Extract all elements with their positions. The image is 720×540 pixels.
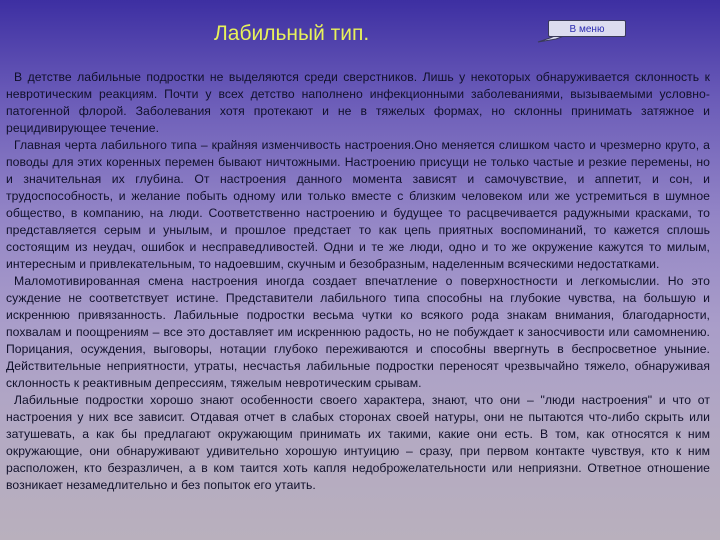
- slide-title: Лабильный тип.: [214, 22, 370, 45]
- paragraph-childhood: В детстве лабильные подростки не выделяются среди сверстников. Лишь у некоторых обнаруживается склонность к невротическим реакциям. Почти у всех детство наполнено инфекционными заболеваниями, вызываемыми условно-патогенной флорой. Заболевания хотя протекают и не в тяжелых формах, но склонны принимать затяжное и рецидивирующее течение.: [6, 70, 710, 135]
- paragraph-mood-variability: Главная черта лабильного типа – крайняя изменчивость настроения.Оно меняется слишком часто и чрезмерно круто, а поводы для этих коренных перемен бывают ничтожными. Настроению присущи не только частые и резкие перемены, но и значительная их глубина. От настроения данного момента зависят и самочувствие, и аппетит, и сон, и трудоспособность, и желание побыть одному или только вместе с близким человеком или же устремиться в шумное общество, в компанию, на люди. Соответственно настроению и будущее то расцвечивается радужными красками, то представляется серым и унылым, и прошлое предстает то как цепь приятных воспоминаний, то кажется сплошь состоящим из неудач, ошибок и несправедливостей. Одни и те же люди, одно и то же окружение кажутся то милым, интересным и привлекательным, то надоевшим, скучным и безобразным, наделенным всяческими недостатками.: [6, 138, 710, 271]
- paragraph-deep-feelings: Маломотивированная смена настроения иногда создает впечатление о поверхностности и легкомыслии. Но это суждение не соответствует истине. Представители лабильного типа способны на глубокие чувства, на большую и искреннюю привязанность. Лабильные подростки весьма чутки ко всякого рода знакам внимания, благодарности, похвалам и поощрениям – все это доставляет им искреннюю радость, но не побуждает к заносчивости или самомнению. Порицания, осуждения, выговоры, нотации глубоко переживаются и способны ввергнуть в беспросветное уныние. Действительные неприятности, утраты, несчастья лабильные подростки переносят чрезвычайно тяжело, обнаруживая склонность к реактивным депрессиям, тяжелым невротическим срывам.: [6, 274, 710, 390]
- body-text: [6, 69, 710, 494]
- paragraph-self-awareness: Лабильные подростки хорошо знают особенности своего характера, знают, что они – "люди настроения" и что от настроения у них все зависит. Отдавая отчет в слабых сторонах своей натуры, они не пытаются что-либо скрыть или затушевать, а как бы предлагают окружающим принимать их такими, какие они есть. В том, как относятся к ним окружающие, они обнаруживают удивительно хорошую интуицию – сразу, при первом контакте чувствуя, кто к ним расположен, кто безразличен, а в ком таится хоть капля недоброжелательности или неприязни. Ответное отношение возникает незамедлительно и без попыток его утаить.: [6, 393, 710, 492]
- menu-button[interactable]: В меню: [548, 20, 626, 37]
